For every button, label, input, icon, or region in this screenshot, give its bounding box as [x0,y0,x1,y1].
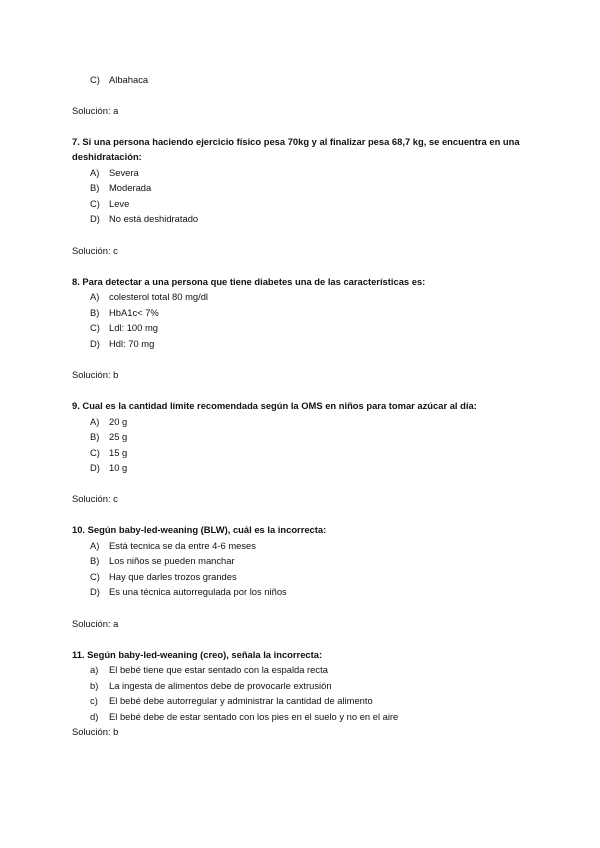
option-text: HbA1c< 7% [109,307,159,318]
question-title: 8. Para detectar a una persona que tiene diabetes una de las características es: [72,276,426,287]
option-text: 15 g [109,447,128,458]
option-label: B) [90,555,100,566]
option-text: 25 g [109,431,128,442]
question-title-continued: deshidratación: [72,151,142,162]
option-label: c) [90,695,98,706]
option-item [90,74,148,86]
option-label: B) [90,182,100,193]
option-item [90,198,129,210]
option-label: D) [90,462,100,473]
solution-text: Solución: b [72,369,119,380]
question-title: 11. Según baby-led-weaning (creo), señala la incorrecta: [72,649,323,660]
solution-text: Solución: a [72,105,119,116]
option-item [90,167,139,179]
option-item [90,711,398,723]
option-item [90,664,328,676]
option-text: Es una técnica autorregulada por los niños [109,586,287,597]
option-item [90,680,332,692]
option-item [90,540,256,552]
option-label: A) [90,291,100,302]
option-label: C) [90,322,100,333]
option-item [90,695,373,707]
option-item [90,182,151,194]
option-label: D) [90,586,100,597]
option-text: Severa [109,167,139,178]
option-label: d) [90,711,99,722]
option-text: Leve [109,198,130,209]
option-item [90,322,158,334]
question-title: 9. Cual es la cantidad límite recomendada según la OMS en niños para tomar azúcar al día: [72,400,477,411]
option-text: La ingesta de alimentos debe de provocarle extrusión [109,680,332,691]
solution-text: Solución: c [72,493,118,504]
option-label: b) [90,680,99,691]
option-label: C) [90,74,100,85]
option-item [90,571,237,583]
option-text: El bebé debe autorregular y administrar la cantidad de alimento [109,695,373,706]
option-item [90,307,159,319]
option-text: Moderada [109,182,152,193]
option-text: 20 g [109,416,128,427]
solution-text: Solución: b [72,726,119,737]
option-text: 10 g [109,462,128,473]
option-text: El bebé tiene que estar sentado con la espalda recta [109,664,328,675]
option-item [90,462,127,474]
option-label: A) [90,167,100,178]
option-label: C) [90,447,100,458]
option-label: A) [90,416,100,427]
option-label: D) [90,213,100,224]
option-label: B) [90,307,100,318]
option-text: Albahaca [109,74,149,85]
option-label: A) [90,540,100,551]
option-text: No está deshidratado [109,213,199,224]
question-title: 7. Si una persona haciendo ejercicio físico pesa 70kg y al finalizar pesa 68,7 kg, se encuentra en una [72,136,520,147]
option-text: Los niños se pueden manchar [109,555,235,566]
option-label: D) [90,338,100,349]
solution-text: Solución: c [72,245,118,256]
option-label: C) [90,198,100,209]
option-item [90,586,287,598]
option-item [90,431,127,443]
option-item [90,447,127,459]
option-label: B) [90,431,100,442]
option-text: Hay que darles trozos grandes [109,571,237,582]
option-text: colesterol total 80 mg/dl [109,291,209,302]
option-label: C) [90,571,100,582]
option-label: a) [90,664,99,675]
option-item [90,338,154,350]
option-item [90,291,208,303]
option-item [90,416,127,428]
option-item [90,555,235,567]
option-text: Hdl: 70 mg [109,338,155,349]
option-text: Ldl: 100 mg [109,322,158,333]
option-item [90,213,198,225]
option-text: Está tecnica se da entre 4-6 meses [109,540,256,551]
question-title: 10. Según baby-led-weaning (BLW), cuál es la incorrecta: [72,524,327,535]
solution-text: Solución: a [72,618,119,629]
option-text: El bebé debe de estar sentado con los pies en el suelo y no en el aire [109,711,399,722]
